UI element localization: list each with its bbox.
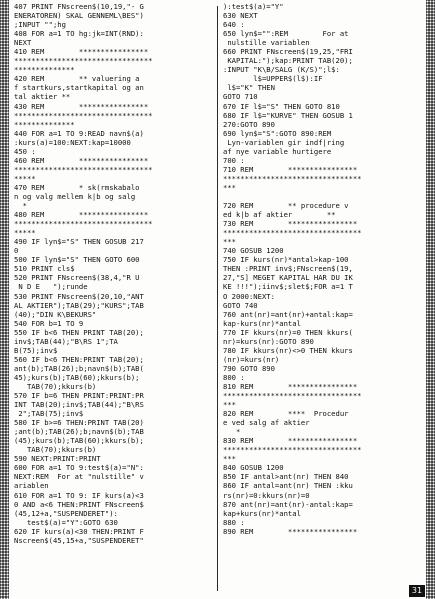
code-line: AL AKTIER");TAB(29);"KURS";TAB	[14, 300, 144, 310]
code-line: ********************************	[223, 445, 362, 455]
page-number: 31	[409, 585, 425, 597]
code-line: B(75);inv$	[14, 345, 58, 355]
code-line: 870 ant(nr)=ant(nr)-antal:kap=	[223, 499, 353, 509]
code-line: af nye variable hurtigere	[223, 146, 332, 156]
code-line: n og valg mellem k|b og salg	[14, 191, 136, 201]
code-line: 860 IF antal=ant(nr) THEN :kku	[223, 481, 353, 491]
code-line: :INPUT "K\B/SALG (K/S)";l$:	[223, 65, 340, 75]
code-line: 470 REM * sk(rmskabalo	[14, 182, 140, 192]
code-line: e ved salg af aktier	[223, 418, 310, 428]
listing-column-left	[14, 2, 214, 598]
code-line: *	[223, 427, 241, 437]
code-line: 510 PRINT cls$	[14, 264, 75, 274]
code-line: 670 IF l$="S" THEN GOTO 810	[223, 101, 340, 111]
code-line: 800 :	[223, 372, 245, 382]
code-line: 430 REM ****************	[14, 101, 149, 111]
code-line: *****	[14, 228, 36, 238]
code-line: TAB(70);kkurs(b)	[14, 381, 97, 391]
code-line: kap+kurs(nr)*antal	[223, 508, 301, 518]
code-line: ***	[223, 182, 236, 192]
code-line: 890 REM ****************	[223, 526, 358, 536]
code-line: 830 REM ****************	[223, 436, 358, 446]
code-line: ********************************	[223, 391, 362, 401]
code-line: 880 :	[223, 517, 245, 527]
code-line: O 2000:NEXT:	[223, 291, 275, 301]
code-line: 410 REM ****************	[14, 47, 149, 57]
code-line: :kurs(a)=100:NEXT:kap=10000	[14, 137, 131, 147]
code-line: GOTO 740	[223, 300, 258, 310]
code-line: NEXT:REM For at "nulstille" v	[14, 472, 144, 482]
column-divider	[217, 6, 218, 591]
code-line: ENERATOREN) SKAL GENNEML\BES")	[14, 11, 144, 21]
code-line: 408 FOR a=1 TO hg:jk=INT(RND):	[14, 29, 144, 39]
code-line: (nr)=kurs(nr)	[223, 354, 280, 364]
code-line: ariablen	[14, 481, 49, 491]
code-line: 270:GOTO 890	[223, 119, 275, 129]
code-line: INT TAB(20);inv$;TAB(44);"B\RS	[14, 400, 144, 410]
code-line: **************	[14, 65, 75, 75]
code-line: tal aktier **	[14, 92, 71, 102]
code-line: 600 FOR a=1 TO 9:test$(a)="N":	[14, 463, 144, 473]
code-line: 2";TAB(75);inv$	[14, 409, 84, 419]
code-line: 460 REM ****************	[14, 155, 149, 165]
code-line: 480 REM ****************	[14, 210, 149, 220]
code-line: nr)=kurs(nr):GOTO 890	[223, 336, 314, 346]
code-line: 680 IF l$="KURVE" THEN GOSUB 1	[223, 110, 353, 120]
code-line: TAB(70);kkurs(b)	[14, 445, 97, 455]
code-line: kap-kurs(nr)*antal	[223, 318, 301, 328]
code-line: ;INPUT "";hg	[14, 20, 66, 30]
code-line: ********************************	[14, 164, 153, 174]
code-line: 620 IF kurs(a)<30 THEN:PRINT F	[14, 526, 144, 536]
code-line: 580 IF b>=6 THEN:PRINT TAB(20)	[14, 418, 144, 428]
code-line: GOTO 710	[223, 92, 258, 102]
code-line: 520 PRINT FNscreen$(38,4,"R U	[14, 273, 140, 283]
code-line: (45);kurs(b);TAB(60);kkurs(b);	[14, 436, 144, 446]
code-line: 640 :	[223, 20, 245, 30]
code-line: Lyn-variablen gir indf|ring	[223, 137, 345, 147]
code-line: nulstille variablen	[223, 38, 310, 48]
code-line: 407 PRINT FNscreen$(10,19,"- G	[14, 2, 144, 11]
halftone-border-right	[426, 0, 435, 599]
code-line: 840 GOSUB 1200	[223, 463, 284, 473]
code-line: rs(nr)=0:kkurs(nr)=0	[223, 490, 310, 500]
code-line: inv$;TAB(44);"B\RS 1";TA	[14, 336, 118, 346]
code-line: 530 PRINT FNscreen$(20,10,"ANT	[14, 291, 144, 301]
code-line: 790 GOTO 890	[223, 363, 275, 373]
code-line	[223, 192, 421, 201]
code-line: 27,"S] MEGET KAPITAL HAR DU IK	[223, 273, 353, 283]
code-line: 710 REM ****************	[223, 164, 358, 174]
code-line: 560 IF b<6 THEN:PRINT TAB(20);	[14, 354, 144, 364]
code-line: 570 IF b=6 THEN PRINT:PRINT:PR	[14, 391, 144, 401]
code-line: 780 IF kkurs(nr)<>0 THEN kkurs	[223, 345, 353, 355]
code-line: ********************************	[14, 110, 153, 120]
code-line: (45,12+a,"SUSPENDERET"):	[14, 508, 118, 518]
code-line: ant(b);TAB(26);b;navn$(b);TAB(	[14, 363, 144, 373]
code-line: Nscreen$(45,15+a,"SUSPENDERET"	[14, 535, 144, 545]
code-line: *	[14, 201, 27, 211]
code-line: N D E ");runde	[14, 282, 88, 292]
code-line: 740 GOSUB 1200	[223, 246, 284, 256]
code-line: **************	[14, 119, 75, 129]
code-line: 850 IF antal>ant(nr) THEN 840	[223, 472, 349, 482]
code-line: 500 IF lyn$="S" THEN GOTO 600	[14, 255, 140, 265]
code-line: 0 AND a<6 THEN:PRINT FNscreen$	[14, 499, 144, 509]
code-line: 660 PRINT FNscreen$(19,25,"FRI	[223, 47, 353, 57]
code-line: 730 REM ****************	[223, 219, 358, 229]
code-line: 450 :	[14, 146, 36, 156]
code-line: NEXT	[14, 38, 32, 48]
code-line: ********************************	[14, 219, 153, 229]
code-line: 700 :	[223, 155, 245, 165]
code-line: 490 IF lyn$="S" THEN GOSUB 217	[14, 237, 144, 247]
code-line: KE !!!");iinv$;slet$;FOR a=1 T	[223, 282, 353, 292]
code-line: 440 FOR a=1 TO 9:READ navn$(a)	[14, 128, 144, 138]
code-line: ***	[223, 237, 236, 247]
code-line: 540 FOR b=1 TO 9	[14, 318, 84, 328]
code-line: 0	[14, 246, 19, 256]
code-line: KAPITAL:");kap:PRINT TAB(20);	[223, 56, 353, 66]
code-line: 820 REM **** Procedur	[223, 409, 349, 419]
code-line: 45);kurs(b);TAB(60);kkurs(b);	[14, 372, 140, 382]
code-line: 750 IF kurs(nr)*antal>kap-100	[223, 255, 349, 265]
code-line: 550 IF b<6 THEN PRINT TAB(20);	[14, 327, 144, 337]
code-line: THEN :PRINT inv$;FNscreen$(19,	[223, 264, 353, 274]
code-line: *****	[14, 173, 36, 183]
code-line: 590 NEXT:PRINT:PRINT	[14, 454, 101, 464]
code-line: ********************************	[223, 173, 362, 183]
code-line: (40);"DIN K\BEKURS"	[14, 309, 97, 319]
listing-column-right	[223, 2, 421, 598]
code-line: f startkurs,startkapital og an	[14, 83, 144, 93]
code-line: l$="K" THEN	[223, 83, 275, 93]
code-line: 690 lyn$="S":GOTO 890:REM	[223, 128, 332, 138]
code-line: 630 NEXT	[223, 11, 258, 21]
code-line: ***	[223, 400, 236, 410]
code-line: test$(a)="Y":GOTO 630	[14, 517, 118, 527]
code-line: 610 FOR a=1 TO 9: IF kurs(a)<3	[14, 490, 144, 500]
code-line: ***	[223, 454, 236, 464]
code-line: 420 REM ** valuering a	[14, 74, 140, 84]
code-line: ):test$(a)="Y"	[223, 2, 284, 11]
code-line: l$=UPPER$(l$):IF	[223, 74, 323, 84]
code-line: 770 IF kkurs(nr)=0 THEN kkurs(	[223, 327, 353, 337]
code-line: 720 REM ** procedure v	[223, 201, 349, 211]
code-line: 810 REM ****************	[223, 381, 358, 391]
code-line: 650 lyn$="":REM For at	[223, 29, 349, 39]
code-line: ed k|b af aktier **	[223, 210, 336, 220]
halftone-border-left	[0, 0, 9, 599]
code-line: ********************************	[14, 56, 153, 66]
code-line: 760 ant(nr)=ant(nr)+antal:kap=	[223, 309, 353, 319]
code-line: ********************************	[223, 228, 362, 238]
code-line: ;ant(b);TAB(26);b;navn$(b);TAB	[14, 427, 144, 437]
